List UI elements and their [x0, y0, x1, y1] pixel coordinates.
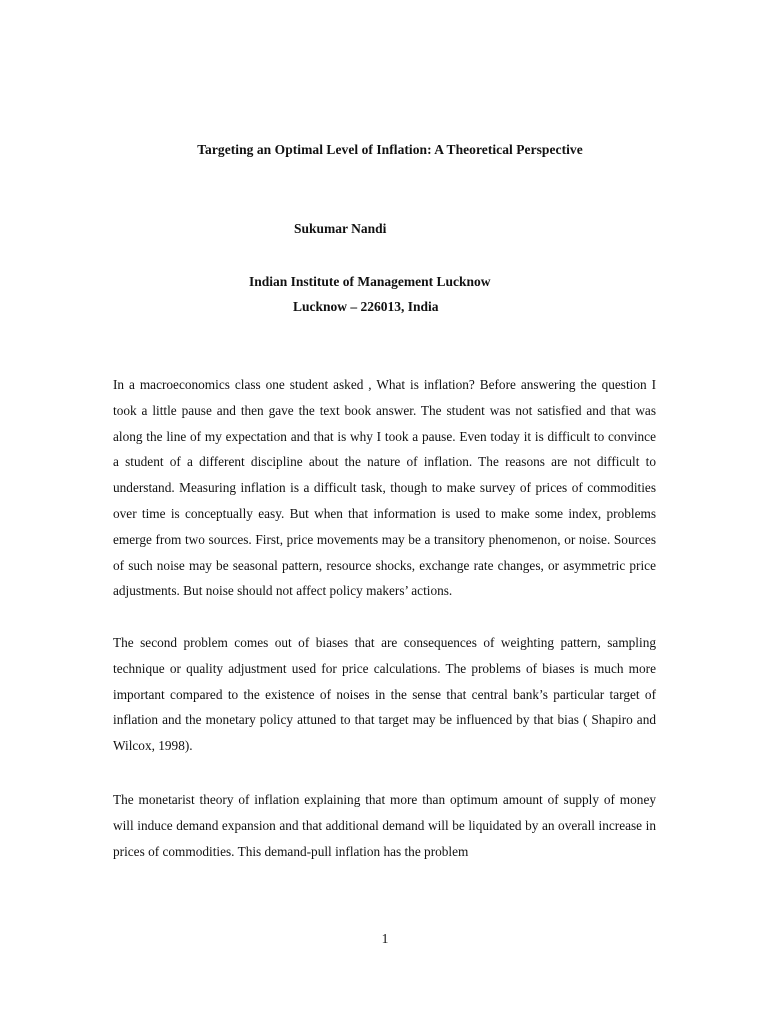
body-paragraph-3: [113, 787, 656, 864]
affiliation-institution: Indian Institute of Management Lucknow: [249, 274, 491, 289]
affiliation-location: Lucknow – 226013, India: [293, 299, 439, 314]
paragraph-text: In a macroeconomics class one student asked , What is inflation? Before answering the question I took a little pause and then gave the text book answer. The student was not satisfied and that was along the line of my expectation and that is why I took a pause. Even today it is difficult to convince a student of a different discipline about the nature of inflation. The reasons are not difficult to understand. Measuring inflation is a difficult task, though to make survey of prices of commodities over time is conceptually easy. But when that information is used to make some index, problems emerge from two sources. First, price movements may be a transitory phenomenon, or noise. Sources of such noise may be seasonal pattern, resource shocks, exchange rate changes, or asymmetric price adjustments. But noise should not affect policy makers’ actions.: [113, 377, 656, 599]
paragraph-text: The monetarist theory of inflation explaining that more than optimum amount of supply of money will induce demand expansion and that additional demand will be liquidated by an overall increase in prices of commodities. This demand-pull inflation has the problem: [113, 792, 656, 859]
body-paragraph-2: [113, 630, 656, 759]
body-paragraph-1: [113, 372, 656, 604]
author-name: Sukumar Nandi: [294, 221, 387, 236]
paper-title: Targeting an Optimal Level of Inflation: A Theoretical Perspective: [197, 142, 583, 157]
page-number: 1: [381, 931, 389, 946]
paragraph-text: The second problem comes out of biases that are consequences of weighting pattern, sampling technique or quality adjustment used for price calculations. The problems of biases is much more important compared to the existence of noises in the sense that central bank’s particular target of inflation and the monetary policy attuned to that target may be influenced by that bias ( Shapiro and Wilcox, 1998).: [113, 635, 656, 754]
